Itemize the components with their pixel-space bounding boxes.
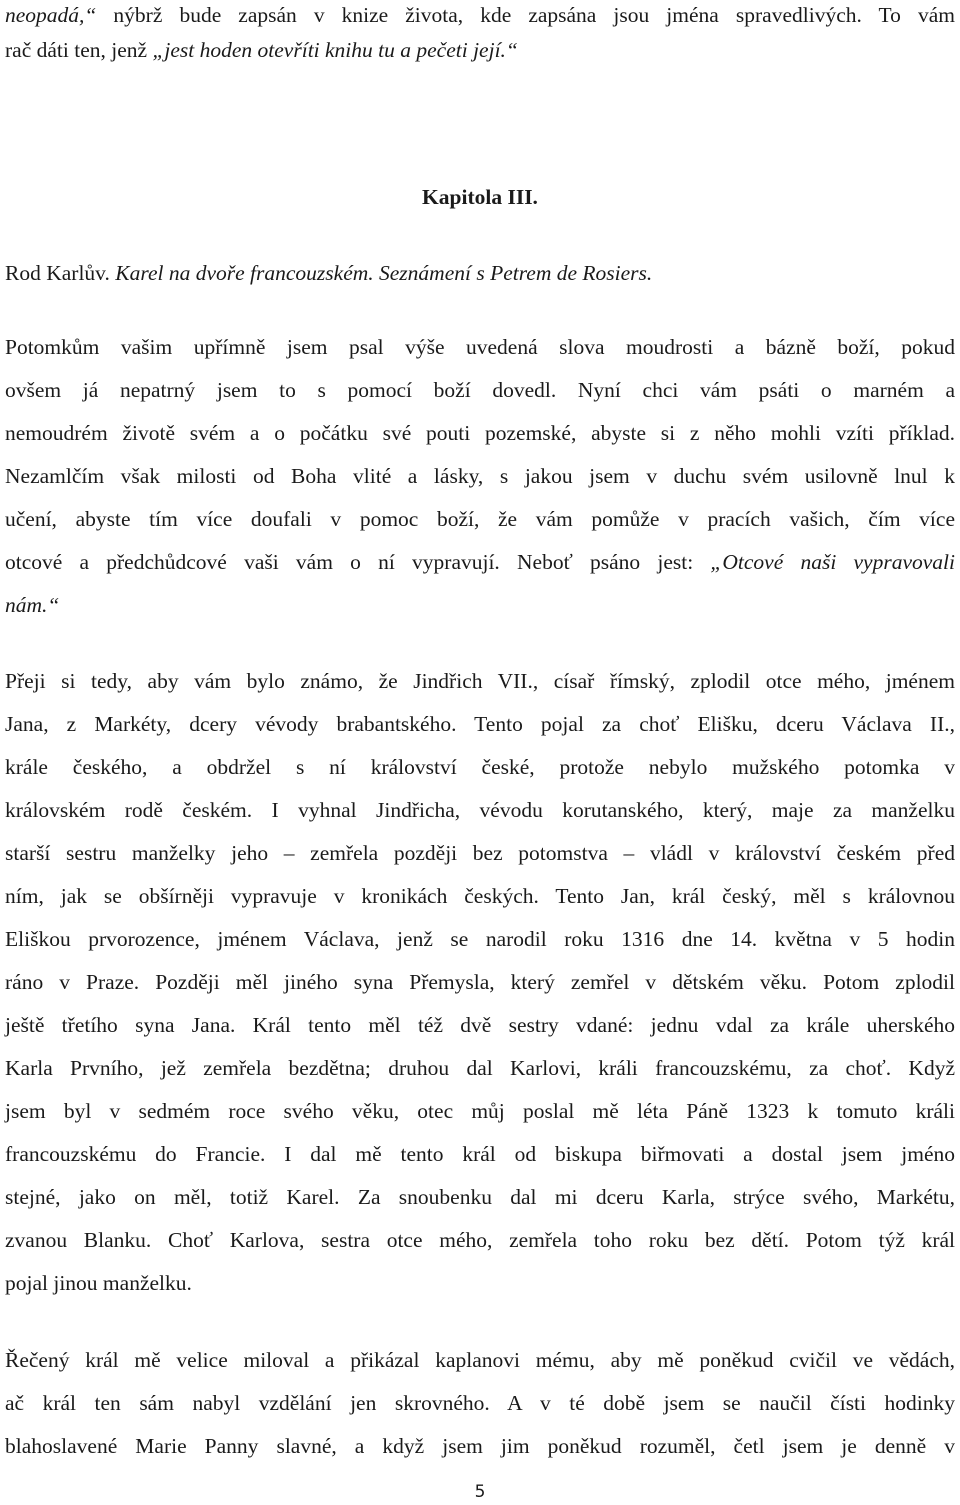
paragraph-2-line-12: francouzskému do Francie. I dal mě tento král od biskupa biřmovati a dostal jsem jméno: [5, 1142, 955, 1166]
paragraph-1-line-2: ovšem já nepatrný jsem to s pomocí boží dovedl. Nyní chci vám psáti o marném a: [5, 378, 955, 402]
lead-line-1-italic: neopadá,“: [5, 3, 97, 27]
paragraph-1-line-6: [5, 547, 955, 577]
paragraph-3-line-3: blahoslavené Marie Panny slavné, a když jsem jim poněkud rozuměl, četl jsem je denně v: [5, 1434, 955, 1458]
paragraph-1-line-7-quote: nám.“: [5, 593, 60, 617]
paragraph-2-line-6: ním, jak se obšírněji vypravuje v kronikách českých. Tento Jan, král český, měl s královnou: [5, 884, 955, 908]
paragraph-1-line-1: Potomkům vašim upřímně jsem psal výše uvedená slova moudrosti a bázně boží, pokud: [5, 335, 955, 359]
chapter-subtitle-italic: Karel na dvoře francouzském. Seznámení s Petrem de Rosiers.: [115, 261, 653, 285]
paragraph-1-line-6-quote: „Otcové naši vypravovali: [710, 550, 955, 574]
paragraph-3-line-1: Řečený král mě velice miloval a přikázal kaplanovi mému, aby mě poněkud cvičil ve vědách,: [5, 1348, 955, 1372]
lead-line-1: [5, 0, 955, 30]
paragraph-1-line-4: Nezamlčím však milosti od Boha vlité a lásky, s jakou jsem v duchu svém usilovně lnul k: [5, 464, 955, 488]
paragraph-2-line-4: královském rodě českém. I vyhnal Jindřicha, vévodu korutanského, který, maje za manželku: [5, 798, 955, 822]
paragraph-1-line-5: učení, abyste tím více doufali v pomoc boží, že vám pomůže v pracích vašich, čím více: [5, 507, 955, 531]
paragraph-2-line-9: ještě třetího syna Jana. Král tento měl též dvě sestry vdané: jednu vdal za krále uherského: [5, 1013, 955, 1037]
paragraph-1-line-7: [5, 590, 955, 620]
paragraph-2-line-7: Eliškou prvorozence, jménem Václava, jenž se narodil roku 1316 dne 14. května v 5 hodin: [5, 927, 955, 951]
paragraph-2-line-2: Jana, z Markéty, dcery vévody brabantského. Tento pojal za choť Elišku, dceru Václava II.,: [5, 712, 955, 736]
paragraph-2-line-1: Přeji si tedy, aby vám bylo známo, že Jindřich VII., císař římský, zplodil otce mého, jménem: [5, 669, 955, 693]
paragraph-3-line-2: ač král ten sám nabyl vzdělání jen skrovného. A v té době jsem se naučil čísti hodinky: [5, 1391, 955, 1415]
paragraph-2-line-8: ráno v Praze. Později měl jiného syna Přemysla, který zemřel v dětském věku. Potom zplodil: [5, 970, 955, 994]
paragraph-1-line-6-text: otcové a předchůdcové vaši vám o ní vypravují. Neboť psáno jest:: [5, 550, 711, 574]
chapter-subtitle-plain: Rod Karlův.: [5, 261, 116, 285]
paragraph-2-line-5: starší sestru manželky jeho – zemřela později bez potomstva – vládl v království českém před: [5, 841, 955, 865]
paragraph-2-line-10: Karla Prvního, jež zemřela bezdětna; druhou dal Karlovi, králi francouzskému, za choť. Když: [5, 1056, 955, 1080]
paragraph-2-line-15: pojal jinou manželku.: [5, 1271, 192, 1295]
paragraph-2-line-11: jsem byl v sedmém roce svého věku, otec můj poslal mě léta Páně 1323 k tomuto králi: [5, 1099, 955, 1123]
paragraph-2-line-13: stejné, jako on měl, totiž Karel. Za snoubenku dal mi dceru Karla, strýce svého, Markétu,: [5, 1185, 955, 1209]
paragraph-1-line-3: nemoudrém životě svém a o počátku své pouti pozemské, abyste si z něho mohli vzíti příklad.: [5, 421, 955, 445]
lead-line-2-text: rač dáti ten, jenž: [5, 38, 153, 62]
lead-line-1-text: nýbrž bude zapsán v knize života, kde zapsána jsou jména spravedlivých. To vám: [96, 3, 955, 27]
page-number: 5: [474, 1482, 486, 1502]
paragraph-2-line-3: krále českého, a obdržel s ní království české, protože nebylo mužského potomka v: [5, 755, 955, 779]
paragraph-2-line-14: zvanou Blanku. Choť Karlova, sestra otce mého, zemřela toho roku bez dětí. Potom týž král: [5, 1228, 955, 1252]
chapter-heading: Kapitola III.: [422, 185, 538, 209]
lead-line-2: [5, 35, 955, 65]
chapter-subtitle: [5, 258, 955, 288]
lead-line-2-quote: „jest hoden otevříti knihu tu a pečeti její.“: [152, 38, 518, 62]
